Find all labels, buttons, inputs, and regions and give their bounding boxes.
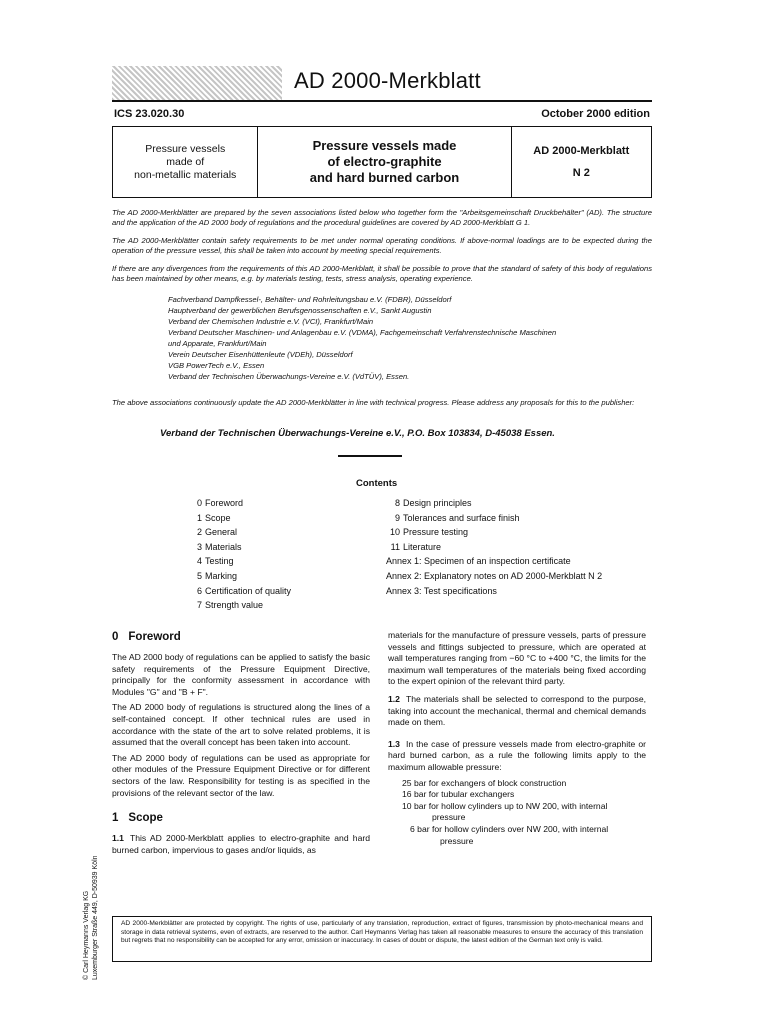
- section-divider: [338, 455, 402, 457]
- contents-item[interactable]: 0 Foreword: [196, 498, 244, 508]
- edition-label: October 2000 edition: [541, 108, 650, 120]
- contents-item[interactable]: 7 Strength value: [196, 600, 264, 611]
- association-item: VGB PowerTech e.V., Essen: [168, 361, 265, 370]
- body-column-right: [388, 630, 646, 847]
- ics-code: ICS 23.020.30: [114, 108, 185, 120]
- contents-item[interactable]: 10 Pressure testing: [389, 527, 469, 538]
- pressure-limit-item: 16 bar for tubular exchangers: [402, 789, 515, 800]
- contents-item[interactable]: 8 Design principles: [394, 498, 472, 508]
- contents-item[interactable]: Annex 3: Test specifications: [386, 585, 497, 596]
- contents-item[interactable]: 1 Scope: [196, 512, 231, 523]
- main-title-line: and hard burned carbon: [309, 170, 460, 185]
- contents-item[interactable]: 5 Marking: [196, 570, 238, 581]
- imprint-line: © Carl Heymanns Verlag KG: [83, 890, 90, 980]
- category-line: made of: [166, 155, 205, 168]
- category-line: Pressure vessels: [145, 142, 226, 155]
- contents-item[interactable]: 11 Literature: [390, 541, 442, 552]
- contents-item[interactable]: 4 Testing: [196, 556, 234, 567]
- sheet-id-cell: [512, 127, 651, 197]
- contents-heading: Contents: [356, 478, 398, 489]
- contents-item[interactable]: 6 Certification of quality: [196, 585, 292, 596]
- body-column-left: [112, 630, 370, 860]
- intro-paragraph: If there are any divergences from the requirements of this AD 2000-Merkblatt, it shall be possible to prove that the standard of safety of this body of regulations has been maintained by other means, e.g. by materials testing, tests, stress analysis, operating experience.: [112, 264, 652, 283]
- association-item: Verband Deutscher Maschinen- und Anlagenbau e.V. (VDMA), Fachgemeinschaft Verfahrenstechnische Maschinen: [168, 328, 557, 337]
- contents-item[interactable]: 3 Materials: [196, 541, 242, 552]
- publisher-imprint: [82, 780, 100, 980]
- pressure-limit-item: 10 bar for hollow cylinders up to NW 200, with internal pressure: [402, 800, 608, 823]
- copyright-notice: AD 2000-Merkblätter are protected by copyright. The rights of use, particularly of any translation, reproduction, extract of figures, transmission by photo-mechanical means and storage in data retrieval systems, even of extracts, are reserved to the author. Carl Heymanns Verlag has taken all reasonable measures to ensure the accuracy of this translation but regrets that no responsibility can be accepted for any error, omission or inaccuracy. In cases of doubt or dispute, the latest edition of the German text only is valid.: [112, 916, 652, 962]
- main-title-line: Pressure vessels made: [312, 138, 457, 153]
- intro-paragraph: The AD 2000-Merkblätter contain safety requirements to be met under normal operating conditions. If above-normal loadings are to be expected during the operation of the pressure vessel, this shall be taken into account by meeting special requirements.: [112, 236, 652, 255]
- body-paragraph: 1.1 This AD 2000-Merkblatt applies to electro-graphite and hard burned carbon, impervious to gases and/or liquids, as: [112, 833, 370, 855]
- category-line: non-metallic materials: [134, 168, 237, 181]
- association-list: [168, 294, 648, 382]
- document-series-title: AD 2000-Merkblatt: [294, 68, 481, 93]
- contents-item[interactable]: 2 General: [196, 527, 238, 538]
- association-item: Verein Deutscher Eisenhüttenleute (VDEh), Düsseldorf: [168, 350, 353, 359]
- imprint-line: Luxemburger Straße 449, D-50939 Köln: [92, 855, 99, 980]
- header-rule: [112, 100, 652, 102]
- publisher-logo: [112, 66, 282, 100]
- pressure-limit-item: 25 bar for exchangers of block construction: [402, 777, 567, 788]
- contents-item[interactable]: 9 Tolerances and surface finish: [394, 512, 520, 523]
- main-title-cell: [258, 127, 511, 197]
- association-item: Hauptverband der gewerblichen Berufsgenossenschaften e.V., Sankt Augustin: [168, 306, 432, 315]
- intro-paragraph: The above associations continuously update the AD 2000-Merkblätter in line with technical progress. Please address any proposals for this to the publisher:: [112, 398, 635, 407]
- body-paragraph: The AD 2000 body of regulations can be applied to satisfy the basic safety requirements of the Pressure Equipment Directive, principally for the conformity assessment in accordance with Modules "G" and "B + F".: [112, 652, 370, 697]
- pressure-limit-item: 6 bar for hollow cylinders over NW 200, with internal pressure: [410, 823, 609, 846]
- association-item: Verband der Technischen Überwachungs-Vereine e.V. (VdTÜV), Essen.: [168, 372, 410, 381]
- intro-paragraph: The AD 2000-Merkblätter are prepared by the seven associations listed below who together form the "Arbeitsgemeinschaft Druckbehälter" (AD). The structure and the application of the AD 2000 body of regulations and the procedural guidelines are covered by AD 2000-Merkblatt G 1.: [112, 208, 652, 227]
- association-item: und Apparate, Frankfurt/Main: [168, 339, 267, 348]
- section-heading-foreword: 0 Foreword: [112, 631, 181, 643]
- body-paragraph: 1.3 In the case of pressure vessels made from electro-graphite or hard burned carbon, as a rule the following limits apply to the maximum allowable pressure:: [388, 738, 646, 772]
- main-title-line: of electro-graphite: [327, 154, 442, 169]
- body-paragraph: The AD 2000 body of regulations is structured along the lines of a self-contained concept. If other technical rules are used in accordance with the state of the art to solve related problems, it is assumed that the overall concept has been taken into account.: [112, 702, 370, 748]
- contents-item[interactable]: Annex 2: Explanatory notes on AD 2000-Merkblatt N 2: [386, 570, 603, 581]
- association-item: Verband der Chemischen Industrie e.V. (VCI), Frankfurt/Main: [168, 317, 374, 326]
- sheet-number: N 2: [572, 167, 590, 179]
- body-paragraph: materials for the manufacture of pressure vessels, parts of pressure vessels and fittings subjected to pressure, which are operated at wall temperatures ranging from −60 °C to +400 °C, the limits for the maximum wall temperatures of the materials being fixed according to the expert opinion of the relevant third party.: [388, 630, 646, 687]
- body-paragraph: 1.2 The materials shall be selected to correspond to the purpose, taking into account the mechanical, thermal and chemical demands made on them.: [388, 693, 646, 728]
- association-item: Fachverband Dampfkessel-, Behälter- und Rohrleitungsbau e.V. (FDBR), Düsseldorf: [168, 295, 452, 304]
- section-heading-scope: 1 Scope: [112, 812, 163, 825]
- contents-list-right: [386, 496, 602, 598]
- contents-item[interactable]: Annex 1: Specimen of an inspection certificate: [386, 556, 571, 567]
- publisher-address: Verband der Technischen Überwachungs-Vereine e.V., P.O. Box 103834, D-45038 Essen.: [160, 428, 555, 439]
- category-cell: [113, 127, 258, 197]
- sheet-series: AD 2000-Merkblatt: [533, 145, 630, 157]
- body-paragraph: The AD 2000 body of regulations can be used as appropriate for other modules of the Pressure Equipment Directive or for different sectors of the law. Responsibility for testing is as specified in the provisions of the relevant sector of the law.: [112, 752, 370, 798]
- title-table: [112, 126, 652, 198]
- contents-list-left: [188, 496, 291, 613]
